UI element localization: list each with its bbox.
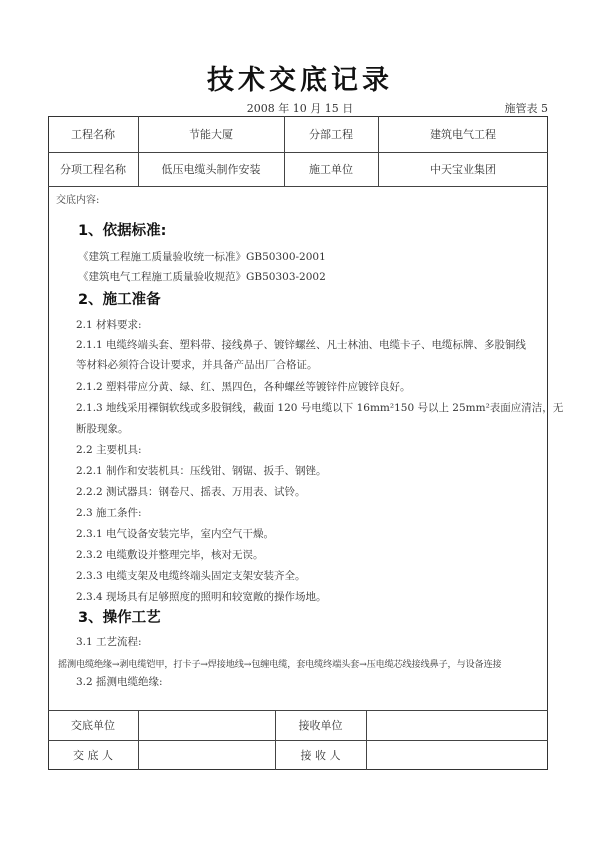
paragraph: 2.2 主要机具: [76, 444, 142, 456]
paragraph: 等材料必须符合设计要求，并具备产品出厂合格证。 [76, 359, 318, 371]
paragraph: 2.3.1 电气设备安装完毕，室内空气干燥。 [76, 528, 275, 540]
project-name-label: 工程名称 [71, 128, 115, 141]
receiving-unit-value[interactable] [366, 710, 548, 740]
paragraph: 2.1.3 地线采用裸铜软线或多股铜线，截面 120 号电缆以下 16mm²150 号以上 25mm²表面应清洁，无 [76, 402, 564, 414]
standard-item: 《建筑工程施工质量验收统一标准》GB50300-2001 [78, 251, 326, 263]
form-number: 施管表 5 [504, 102, 548, 115]
paragraph: 断股现象。 [76, 423, 129, 435]
handover-person-label: 交 底 人 [73, 749, 113, 762]
sub-project-label: 分部工程 [309, 128, 353, 141]
paragraph: 2.3.4 现场具有足够照度的照明和较宽敞的操作场地。 [76, 591, 327, 603]
contractor-value: 中天宝业集团 [430, 163, 496, 176]
section-heading: 3、操作工艺 [78, 610, 161, 626]
paragraph: 2.2.1 制作和安装机具：压线钳、钢锯、扳手、钢锉。 [76, 465, 327, 477]
sub-project-value: 建筑电气工程 [430, 128, 496, 141]
handover-unit-label: 交底单位 [71, 719, 115, 732]
paragraph: 2.1 材料要求: [76, 319, 142, 331]
contractor-label: 施工单位 [309, 163, 353, 176]
receiving-unit-label: 接收单位 [298, 719, 343, 732]
handover-person-value[interactable] [138, 740, 275, 770]
paragraph: 2.1.1 电缆终端头套、塑料带、接线鼻子、镀锌螺丝、凡士林油、电缆卡子、电缆标牌、多股铜线 [76, 339, 527, 351]
item-name-label: 分项工程名称 [60, 163, 126, 176]
paragraph: 3.2 摇测电缆绝缘: [76, 676, 163, 688]
receiver-value[interactable] [366, 740, 548, 770]
paragraph: 2.3 施工条件: [76, 507, 142, 519]
content-label: 交底内容: [56, 195, 100, 206]
paragraph: 2.3.3 电缆支架及电缆终端头固定支架安装齐全。 [76, 570, 306, 582]
paragraph: 2.2.2 测试器具：钢卷尺、摇表、万用表、试铃。 [76, 486, 306, 498]
handover-unit-value[interactable] [138, 710, 275, 740]
project-name-value: 节能大厦 [189, 128, 233, 141]
receiver-label: 接 收 人 [300, 749, 341, 762]
row-divider [48, 186, 548, 187]
standard-item: 《建筑电气工程施工质量验收规范》GB50303-2002 [78, 271, 326, 283]
process-flow: 摇测电缆绝缘→剥电缆铠甲，打卡子→焊接地线→包缠电缆，套电缆终端头套→压电缆芯线接线鼻子，与设备连接 [58, 659, 502, 670]
paragraph: 2.1.2 塑料带应分黄、绿、红、黑四色，各种螺丝等镀锌件应镀锌良好。 [76, 381, 411, 393]
item-name-value: 低压电缆头制作安装 [161, 163, 261, 176]
document-title: 技术交底记录 [207, 65, 393, 96]
section-heading: 2、施工准备 [78, 292, 161, 308]
paragraph: 3.1 工艺流程: [76, 636, 142, 648]
section-heading: 1、依据标准: [78, 223, 167, 239]
paragraph: 2.3.2 电缆敷设并整理完毕，核对无误。 [76, 549, 264, 561]
document-date: 2008 年 10 月 15 日 [246, 102, 354, 115]
